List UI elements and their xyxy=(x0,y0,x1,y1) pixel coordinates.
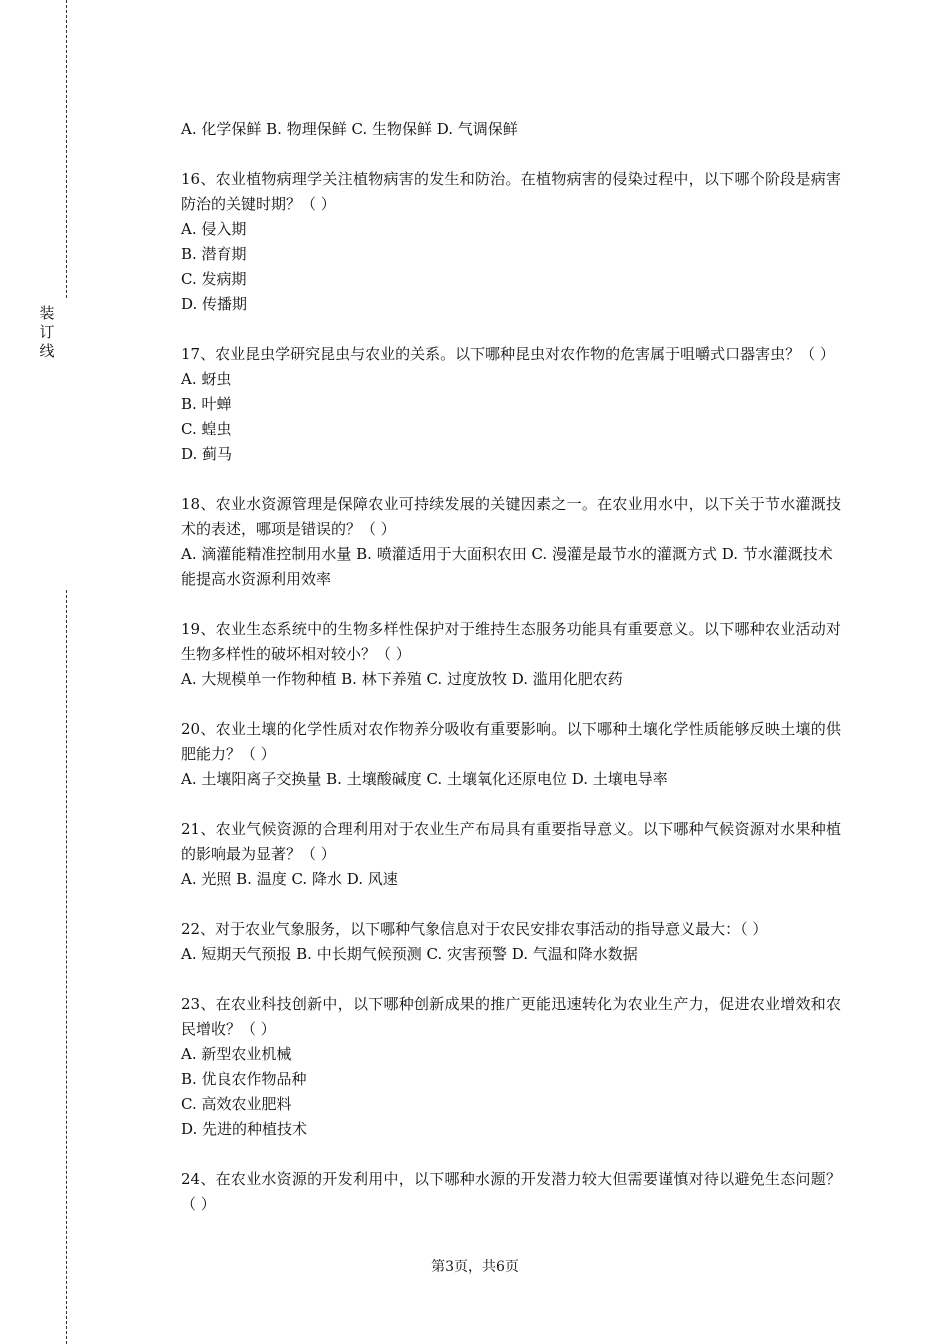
option: D. 蓟马 xyxy=(181,445,233,463)
question-17 xyxy=(181,342,841,467)
option: A. 侵入期 xyxy=(181,220,247,238)
question-23 xyxy=(181,992,841,1142)
option: C. 发病期 xyxy=(181,270,247,288)
question-21 xyxy=(181,817,841,892)
option: C. 高效农业肥料 xyxy=(181,1095,292,1113)
question-22 xyxy=(181,917,841,967)
question-18 xyxy=(181,492,841,592)
question-stem: 16、农业植物病理学关注植物病害的发生和防治。在植物病害的侵染过程中，以下哪个阶段是病害防治的关键时期？（ ） xyxy=(181,170,841,213)
question-19 xyxy=(181,617,841,692)
binding-char: 订 xyxy=(39,323,55,341)
question-15-options xyxy=(181,117,841,142)
question-stem: 19、农业生态系统中的生物多样性保护对于维持生态服务功能具有重要意义。以下哪种农业活动对生物多样性的破坏相对较小？（ ） xyxy=(181,620,841,663)
page-number: 第3页，共6页 xyxy=(431,1259,519,1275)
options-line: A. 光照 B. 温度 C. 降水 D. 风速 xyxy=(181,870,398,888)
question-16 xyxy=(181,167,841,317)
option: B. 潜育期 xyxy=(181,245,247,263)
question-stem: 24、在农业水资源的开发利用中，以下哪种水源的开发潜力较大但需要谨慎对待以避免生态问题？（ ） xyxy=(181,1170,841,1213)
binding-char: 线 xyxy=(39,342,55,360)
question-stem: 20、农业土壤的化学性质对农作物养分吸收有重要影响。以下哪种土壤化学性质能够反映土壤的供肥能力？（ ） xyxy=(181,720,841,763)
option: B. 叶蝉 xyxy=(181,395,232,413)
options-line: A. 短期天气预报 B. 中长期气候预测 C. 灾害预警 D. 气温和降水数据 xyxy=(181,945,638,963)
question-content xyxy=(181,117,841,1242)
options-line: A. 土壤阳离子交换量 B. 土壤酸碱度 C. 土壤氧化还原电位 D. 土壤电导率 xyxy=(181,770,668,788)
question-20 xyxy=(181,717,841,792)
question-stem: 23、在农业科技创新中，以下哪种创新成果的推广更能迅速转化为农业生产力，促进农业增效和农民增收？（ ） xyxy=(181,995,841,1038)
options-line: A. 滴灌能精准控制用水量 B. 喷灌适用于大面积农田 C. 漫灌是最节水的灌溉方式 D. 节水灌溉技术能提高水资源利用效率 xyxy=(181,545,833,588)
option: B. 优良农作物品种 xyxy=(181,1070,307,1088)
binding-line-bottom xyxy=(66,590,67,1344)
option: D. 先进的种植技术 xyxy=(181,1120,308,1138)
question-stem: 17、农业昆虫学研究昆虫与农业的关系。以下哪种昆虫对农作物的危害属于咀嚼式口器害虫？（ ） xyxy=(181,345,835,363)
binding-char: 装 xyxy=(39,304,55,322)
option: A. 蚜虫 xyxy=(181,370,232,388)
question-stem: 21、农业气候资源的合理利用对于农业生产布局具有重要指导意义。以下哪种气候资源对水果种植的影响最为显著？（ ） xyxy=(181,820,841,863)
question-stem: 18、农业水资源管理是保障农业可持续发展的关键因素之一。在农业用水中，以下关于节水灌溉技术的表述，哪项是错误的？（ ） xyxy=(181,495,841,538)
options-line: A. 化学保鲜 B. 物理保鲜 C. 生物保鲜 D. 气调保鲜 xyxy=(181,120,518,138)
binding-line-top xyxy=(66,0,67,298)
option: D. 传播期 xyxy=(181,295,248,313)
question-stem: 22、对于农业气象服务，以下哪种气象信息对于农民安排农事活动的指导意义最大：（ ） xyxy=(181,920,768,938)
binding-label xyxy=(38,304,56,361)
question-24 xyxy=(181,1167,841,1217)
options-line: A. 大规模单一作物种植 B. 林下养殖 C. 过度放牧 D. 滥用化肥农药 xyxy=(181,670,623,688)
option: C. 蝗虫 xyxy=(181,420,232,438)
option: A. 新型农业机械 xyxy=(181,1045,292,1063)
